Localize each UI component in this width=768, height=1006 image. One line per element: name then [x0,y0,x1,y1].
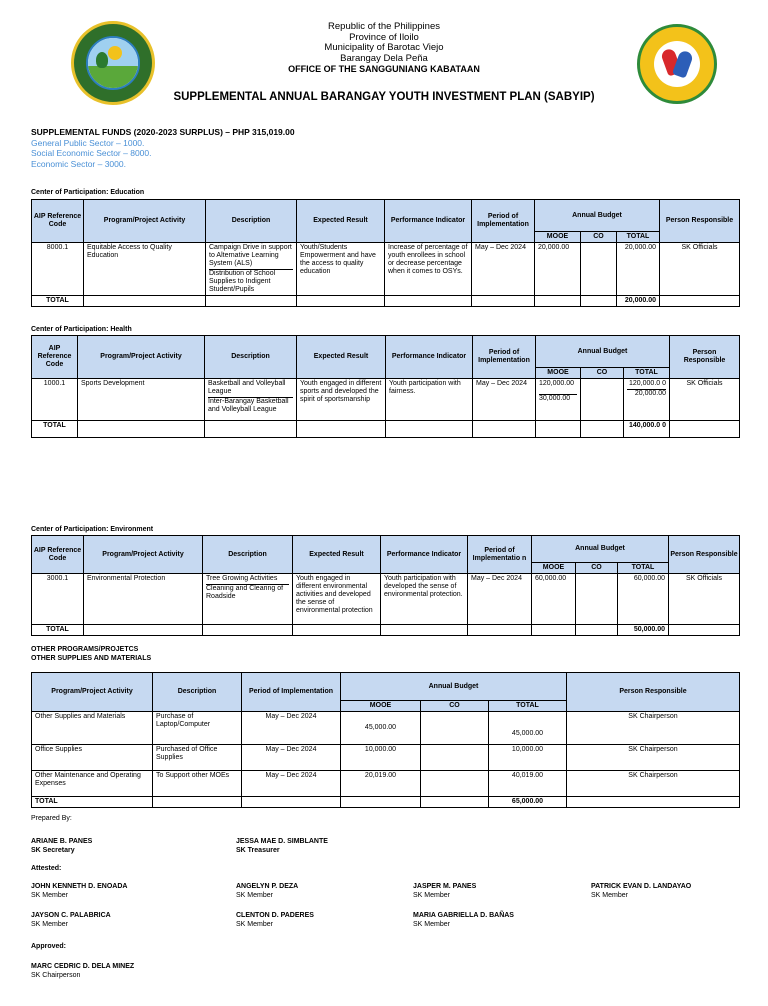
col-period: Period of Implementation [472,200,535,243]
cell-program: Office Supplies [32,745,153,771]
other-heading [31,645,151,663]
col-total: TOTAL [618,563,669,574]
document-title: SUPPLEMENTAL ANNUAL BARANGAY YOUTH INVESTMENT PLAN (SABYIP) [173,91,595,103]
health-table [31,335,740,438]
total-row [32,296,740,307]
signatory-role: SK Member [591,891,628,899]
col-co: CO [581,232,617,243]
cell-mooe: 20,000.00 [535,243,581,296]
signatory-role: SK Member [31,891,68,899]
signatory-name: MARC CEDRIC D. DELA MINEZ [31,963,135,970]
total-value: 120,000.0 0 [627,380,666,390]
cell-person: SK Officials [669,574,740,625]
cell-aip: 8000.1 [32,243,84,296]
col-mooe: MOOE [536,368,581,379]
header-line: Province of Iloilo [349,31,419,43]
col-indicator: Performance Indicator [385,200,472,243]
grand-total: 50,000.00 [618,625,669,636]
cell-description: Purchased of Office Supplies [153,745,242,771]
col-total: TOTAL [624,368,670,379]
col-budget: Annual Budget [341,673,567,701]
col-budget: Annual Budget [532,536,669,563]
col-co: CO [581,368,624,379]
col-period: Period of Implementation [242,673,341,712]
col-description: Description [203,536,293,574]
education-table [31,199,740,307]
signatory [31,883,127,900]
cell-co [581,243,617,296]
col-mooe: MOOE [532,563,576,574]
attested-label: Attested: [31,865,62,872]
total-label: TOTAL [32,421,78,438]
signatory-name: ANGELYN P. DEZA [236,883,299,890]
signatory [31,912,111,929]
signatory-role: SK Member [413,891,450,899]
cell-program: Environmental Protection [84,574,203,625]
cell-aip: 1000.1 [32,379,78,421]
cell-indicator: Increase of percentage of youth enrollees in school or decrease percentage when it comes to OSYs. [385,243,472,296]
col-mooe: MOOE [341,701,421,712]
cell-period: May – Dec 2024 [242,771,341,797]
cell-mooe: 10,000.00 [341,745,421,771]
funds-line: General Public Sector – 1000. [31,137,145,148]
description-item: Cleaning and Clearing of Roadside [206,585,284,600]
signatory-name: JAYSON C. PALABRICA [31,912,111,919]
cell-mooe [536,379,581,421]
cell-description: To Support other MOEs [153,771,242,797]
total-label: TOTAL [32,797,153,808]
funds-summary [31,127,295,169]
signatory [413,883,476,900]
grand-total: 140,000.0 0 [624,421,670,438]
signatory-name: ARIANE B. PANES [31,838,93,845]
cell-expected: Youth/Students Empowerment and have the access to quality education [297,243,385,296]
description-item: Basketball and Volleyball League [208,380,293,398]
grand-total: 65,000.00 [489,797,567,808]
cell-program: Equitable Access to Quality Education [84,243,206,296]
other-heading-line: OTHER PROGRAMS/PROJETCS [31,646,139,653]
col-description: Description [153,673,242,712]
signatory-name: CLENTON D. PADERES [236,912,314,919]
col-description: Description [206,200,297,243]
col-mooe: MOOE [535,232,581,243]
cell-description [203,574,293,625]
col-total: TOTAL [489,701,567,712]
prepared-label: Prepared By: [31,815,72,822]
center-of-participation-health: Center of Participation: Health [31,326,132,333]
signatory-role: SK Member [31,920,68,928]
cell-program: Other Maintenance and Operating Expenses [32,771,153,797]
signatory-role: SK Member [236,891,273,899]
table-row [32,771,740,797]
cell-total: 20,000.00 [617,243,660,296]
cell-co [421,712,489,745]
cell-expected: Youth engaged in different sports and developed the spirit of sportsmanship [297,379,386,421]
environment-table [31,535,740,636]
cell-description [206,243,297,296]
col-aip: AIP Reference Code [32,336,78,379]
col-program: Program/Project Activity [84,200,206,243]
mooe-value: 30,000.00 [539,395,571,402]
signatory [236,838,328,855]
signatory-role: SK Secretary [31,846,75,854]
cell-expected: Youth engaged in different environmental activities and developed the sense of environmental protection [293,574,381,625]
col-co: CO [421,701,489,712]
signatory [31,838,92,855]
document-header [0,22,768,75]
col-description: Description [205,336,297,379]
col-program: Program/Project Activity [84,536,203,574]
cell-co [581,379,624,421]
table-row [32,379,740,421]
office-name: OFFICE OF THE SANGGUNIANG KABATAAN [288,64,480,74]
signatory [591,883,691,900]
cell-program: Other Supplies and Materials [32,712,153,745]
col-aip: AIP Reference Code [32,200,84,243]
cell-period: May – Dec 2024 [242,712,341,745]
cell-mooe: 20,019.00 [341,771,421,797]
table-row [32,712,740,745]
table-row [32,745,740,771]
signatory [236,883,298,900]
cell-total: 40,019.00 [489,771,567,797]
cell-person: SK Chairperson [567,712,740,745]
col-budget: Annual Budget [535,200,660,232]
signatory-name: JESSA MAE D. SIMBLANTE [236,838,328,845]
cell-co [421,745,489,771]
total-row [32,625,740,636]
cell-period: May – Dec 2024 [473,379,536,421]
total-label: TOTAL [32,625,84,636]
col-expected: Expected Result [297,336,386,379]
signatory [31,963,134,980]
signatory-name: JASPER M. PANES [413,883,477,890]
grand-total: 20,000.00 [617,296,660,307]
col-budget: Annual Budget [536,336,670,368]
cell-period: May – Dec 2024 [472,243,535,296]
col-expected: Expected Result [293,536,381,574]
cell-co [576,574,618,625]
col-program: Program/Project Activity [32,673,153,712]
funds-heading: SUPPLEMENTAL FUNDS (2020-2023 SURPLUS) – PHP 315,019.00 [31,127,295,137]
header-line: Republic of the Philippines [328,21,440,32]
col-person: Person Responsible [670,336,740,379]
col-indicator: Performance Indicator [381,536,468,574]
cell-person: SK Chairperson [567,771,740,797]
signatory [236,912,314,929]
col-period: Period of Implementation [473,336,536,379]
col-co: CO [576,563,618,574]
total-label: TOTAL [32,296,84,307]
col-person: Person Responsible [660,200,740,243]
signatory-name: JOHN KENNETH D. ENOADA [31,883,128,890]
table-row [32,243,740,296]
col-person: Person Responsible [567,673,740,712]
col-program: Program/Project Activity [78,336,205,379]
center-of-participation-education: Center of Participation: Education [31,189,145,196]
cell-aip: 3000.1 [32,574,84,625]
funds-line: Social Economic Sector – 8000. [31,148,152,158]
cell-total: 45,000.00 [489,712,567,745]
cell-description: Purchase of Laptop/Computer [153,712,242,745]
other-heading-line: OTHER SUPPLIES AND MATERIALS [31,655,152,662]
description-item: Campaign Drive in support to Alternative Learning System (ALS) [209,244,293,270]
signatory-role: SK Treasurer [236,846,280,854]
description-item: Distribution of School Supplies to Indigent Student/Pupils [209,270,276,293]
signatory-role: SK Chairperson [31,971,81,979]
signatory-role: SK Member [236,920,273,928]
cell-total: 60,000.00 [618,574,669,625]
cell-period: May – Dec 2024 [242,745,341,771]
col-person: Person Responsible [669,536,740,574]
total-value: 20,000.00 [634,390,666,397]
cell-mooe: 60,000.00 [532,574,576,625]
table-row [32,574,740,625]
signatory-role: SK Member [413,920,450,928]
description-item: Tree Growing Activities [206,575,289,585]
cell-person: SK Officials [670,379,740,421]
cell-co [421,771,489,797]
cell-period: May – Dec 2024 [468,574,532,625]
funds-line: Economic Sector – 3000. [31,158,126,169]
cell-person: SK Chairperson [567,745,740,771]
signatory-name: MARIA GABRIELLA D. BAÑAS [413,912,514,919]
total-row [32,797,740,808]
col-aip: AIP Reference Code [32,536,84,574]
cell-mooe: 45,000.00 [341,712,421,745]
cell-total: 10,000.00 [489,745,567,771]
cell-description [205,379,297,421]
signatory [413,912,514,929]
col-total: TOTAL [617,232,660,243]
signatory-name: PATRICK EVAN D. LANDAYAO [591,883,692,890]
cell-indicator: Youth participation with fairness. [386,379,473,421]
col-expected: Expected Result [297,200,385,243]
header-line: Municipality of Barotac Viejo [324,42,444,53]
other-table [31,672,740,808]
approved-label: Approved: [31,943,66,950]
cell-program: Sports Development [78,379,205,421]
col-indicator: Performance Indicator [386,336,473,379]
description-item: Inter-Barangay Basketball and Volleyball League [208,398,289,413]
center-of-participation-environment: Center of Participation: Environment [31,526,154,533]
total-row [32,421,740,438]
header-line: Barangay Dela Peña [340,52,428,64]
cell-person: SK Officials [660,243,740,296]
col-period: Period of Implementatio n [468,536,532,574]
mooe-value: 120,000.00 [539,380,577,395]
cell-indicator: Youth participation with developed the sense of environmental protection. [381,574,468,625]
cell-total [624,379,670,421]
